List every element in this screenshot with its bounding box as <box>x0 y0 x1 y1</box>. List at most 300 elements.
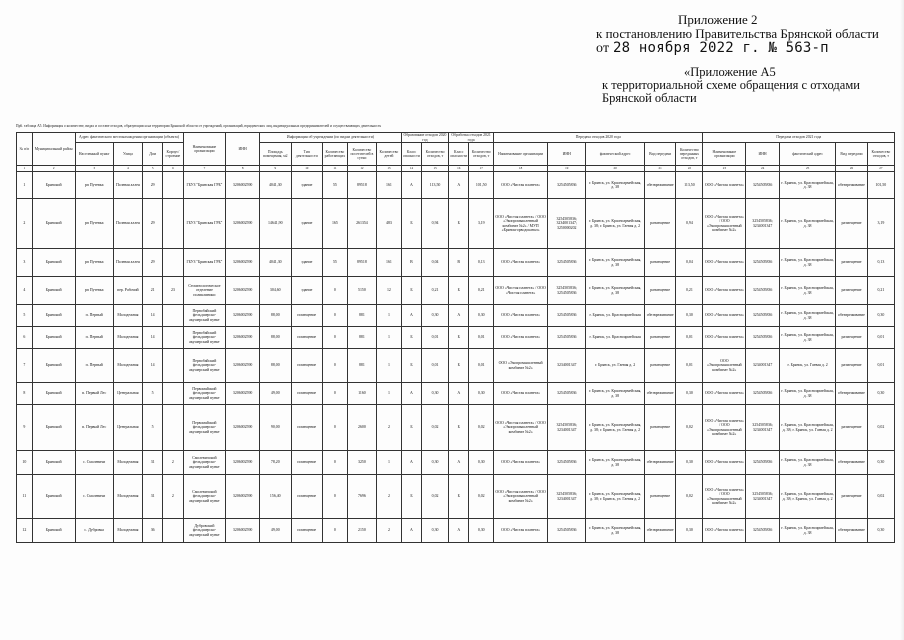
table-cell: 0 <box>323 451 348 475</box>
table-cell: 0,94 <box>676 199 703 249</box>
table-cell: А <box>449 172 469 199</box>
table-cell: 0,13 <box>867 249 894 277</box>
table-cell: г. Брянск, ул. Красноармейская, д. 38; г. Брянск, ул. Гаевая д. 2 <box>779 405 835 451</box>
table-cell: 3,19 <box>469 199 494 249</box>
table-cell: г. Брянск, ул. Красноармейская <box>586 305 645 327</box>
table-cell: ООО «Чистая планета» <box>703 249 746 277</box>
table-cell: 0,01 <box>867 327 894 349</box>
table-cell: Б <box>449 277 469 305</box>
table-cell: 3206002590 <box>226 172 260 199</box>
table-cell: ООО «Чистая планета» <box>494 383 548 405</box>
table-cell: Б <box>401 199 421 249</box>
table-cell: Б <box>401 349 421 383</box>
table-cell <box>163 405 183 451</box>
table-cell: 7 <box>17 349 33 383</box>
column-header: Площадь помещения, м2 <box>260 143 292 166</box>
column-number: 18 <box>494 166 548 172</box>
table-row <box>17 199 895 249</box>
table-cell: 0,01 <box>422 327 449 349</box>
column-number: 27 <box>867 166 894 172</box>
column-number: 22 <box>676 166 703 172</box>
table-cell: А <box>401 451 421 475</box>
column-number: 14 <box>401 166 421 172</box>
table-cell: обезвреживание <box>644 172 676 199</box>
table-row <box>17 172 895 199</box>
table-cell: 23 <box>163 277 183 305</box>
annex-header <box>602 66 902 105</box>
table-cell: 2 <box>377 475 402 519</box>
table-cell: Б <box>401 277 421 305</box>
table-cell: 0,30 <box>469 305 494 327</box>
table-cell: 0 <box>323 349 348 383</box>
table-cell: ООО «Чистая планета» <box>494 305 548 327</box>
table-cell: 261354 <box>347 199 376 249</box>
column-header: Населенный пункт <box>75 143 113 166</box>
table-cell: 0,21 <box>422 277 449 305</box>
table-cell: 0,01 <box>676 327 703 349</box>
table-cell: Б <box>449 199 469 249</box>
table-cell: г. Брянск, ул. Красноармейская, д. 38 <box>586 451 645 475</box>
table-cell: ООО «Экопромышленный комбинат №2» <box>703 349 746 383</box>
table-cell: 483 <box>377 199 402 249</box>
table-cell: 4041,30 <box>260 249 292 277</box>
header-date-prefix: от <box>596 41 610 56</box>
table-cell: ГБУЗ "Брянская ГРБ" <box>183 249 226 277</box>
table-cell: 3254505836; 3234001347 <box>548 405 586 451</box>
table-cell: 78,20 <box>260 451 292 475</box>
table-cell: 3254505836; 3234001347; 3250000202 <box>548 199 586 249</box>
table-cell: Молодежная <box>113 349 142 383</box>
table-row <box>17 519 895 543</box>
table-cell: 3254505836; 3254505836 <box>548 277 586 305</box>
table-cell: 3254505836 <box>548 249 586 277</box>
table-cell: 0 <box>323 305 348 327</box>
table-cell: 9 <box>17 405 33 451</box>
table-cell: Б <box>449 327 469 349</box>
column-header: Вид передачи <box>644 143 676 166</box>
table-cell: помещение <box>291 305 323 327</box>
table-cell: 3254505836 <box>548 327 586 349</box>
table-cell: 0,02 <box>867 475 894 519</box>
table-cell: 0,04 <box>676 249 703 277</box>
table-cell: 0,30 <box>469 451 494 475</box>
table-cell: А <box>401 383 421 405</box>
table-cell: Б <box>449 405 469 451</box>
table-cell: ООО «Чистая планета» <box>703 305 746 327</box>
table-cell: размещение <box>836 249 868 277</box>
table-cell: обезвреживание <box>836 383 868 405</box>
table-cell: ГБУЗ "Брянская ГРБ" <box>183 199 226 249</box>
table-cell: 0,21 <box>676 277 703 305</box>
column-header: фактический адрес <box>586 143 645 166</box>
table-cell: 0,02 <box>422 405 449 451</box>
table-cell: 0,01 <box>867 349 894 383</box>
table-row <box>17 405 895 451</box>
column-number: 19 <box>548 166 586 172</box>
column-number: 13 <box>377 166 402 172</box>
column-number: 2 <box>32 166 75 172</box>
table-cell: 4041,30 <box>260 172 292 199</box>
table-cell: обезвреживание <box>644 383 676 405</box>
table-cell: 3206002590 <box>226 327 260 349</box>
table-cell: 88,00 <box>260 349 292 383</box>
table-cell: Полевая аллея <box>113 172 142 199</box>
table-cell: Брянский <box>32 349 75 383</box>
table-cell: помещение <box>291 475 323 519</box>
table-cell: 3254505836 <box>746 383 780 405</box>
column-header: Количество отходов, т <box>469 143 494 166</box>
table-cell: Первомайский фельдшерско-акушерский пункт <box>183 405 226 451</box>
table-cell: г. Брянск, ул. Красноармейская, д. 38; г. Брянск, ул. Гаевая д. 2 <box>586 405 645 451</box>
table-cell: ООО «Чистая планета» / ООО «Экопромышленный комбинат №2» <box>703 475 746 519</box>
table-cell: размещение <box>836 349 868 383</box>
table-cell: 1 <box>377 349 402 383</box>
table-cell: Молодежная <box>113 519 142 543</box>
table-cell: 5150 <box>347 277 376 305</box>
table-cell: Брянский <box>32 172 75 199</box>
table-cell: 2600 <box>347 405 376 451</box>
table-cell: 3254505836 <box>746 172 780 199</box>
header-group-1: Муниципальный район <box>32 133 75 166</box>
table-cell: г. Брянск, ул. Красноармейская, д. 38 <box>586 383 645 405</box>
table-cell: Молодежная <box>113 475 142 519</box>
table-cell <box>163 305 183 327</box>
table-cell: Б <box>449 475 469 519</box>
annex-line-3: Брянской области <box>602 91 697 105</box>
table-cell: 0,30 <box>469 383 494 405</box>
table-cell: 101,50 <box>469 172 494 199</box>
header-group-4: ИНН <box>226 133 260 166</box>
column-header: ИНН <box>746 143 780 166</box>
table-cell: Брянский <box>32 451 75 475</box>
table-cell: ООО «Экопромышленный комбинат №2» <box>494 349 548 383</box>
table-cell: 3206002590 <box>226 199 260 249</box>
table-row <box>17 475 895 519</box>
table-cell <box>163 327 183 349</box>
table-row <box>17 451 895 475</box>
table-cell: размещение <box>836 475 868 519</box>
table-cell: 90,00 <box>260 405 292 451</box>
column-number: 8 <box>226 166 260 172</box>
table-cell: ООО «Чистая планета» <box>703 277 746 305</box>
table-cell: 11 <box>17 475 33 519</box>
table-cell: 1 <box>377 383 402 405</box>
table-cell: г. Брянск, ул. Красноармейская, д. 38; г. Брянск, ул. Гаевая д. 2 <box>586 199 645 249</box>
table-cell: 165 <box>323 199 348 249</box>
column-header: Корпус/строение <box>163 143 183 166</box>
table-cell: 36 <box>143 519 163 543</box>
table-cell: г. Брянск, ул. Красноармейская, д. 38 <box>779 519 835 543</box>
table-row <box>17 277 895 305</box>
table-cell: А <box>449 305 469 327</box>
table-cell: Брянский <box>32 475 75 519</box>
table-cell: ООО «Чистая планета» <box>703 172 746 199</box>
table-cell: г. Брянск, ул. Красноармейская, д. 38 <box>779 451 835 475</box>
table-cell: ООО «Чистая планета» / ООО «Чистая планета» <box>494 277 548 305</box>
table-cell: 10 <box>17 451 33 475</box>
column-number: 23 <box>703 166 746 172</box>
table-cell: 7696 <box>347 475 376 519</box>
table-cell: Молодежная <box>113 451 142 475</box>
table-cell: 3 <box>17 249 33 277</box>
table-cell: 0,02 <box>867 405 894 451</box>
table-cell: 3254505836 <box>548 519 586 543</box>
table-cell: обезвреживание <box>644 305 676 327</box>
table-cell: 14 <box>143 327 163 349</box>
table-cell: 2 <box>17 199 33 249</box>
table-cell <box>163 349 183 383</box>
table-cell: В <box>401 249 421 277</box>
table-cell: 3254505836 <box>548 305 586 327</box>
column-number: 12 <box>347 166 376 172</box>
table-cell: 3234001347 <box>548 349 586 383</box>
table-cell: 3206002590 <box>226 305 260 327</box>
table-cell: г. Брянск, ул. Красноармейская, д. 38 <box>586 172 645 199</box>
table-cell: 31 <box>143 451 163 475</box>
table-cell: г. Брянск, ул. Красноармейская, д. 38 <box>779 249 835 277</box>
table-cell: помещение <box>291 405 323 451</box>
table-cell: 0,21 <box>867 277 894 305</box>
table-cell: п. Первый <box>75 327 113 349</box>
table-cell: ООО «Чистая планета» <box>494 519 548 543</box>
table-cell: 161 <box>377 249 402 277</box>
header-group-0: № п/п <box>17 133 33 166</box>
column-header: Класс опасности <box>401 143 421 166</box>
table-cell: помещение <box>291 327 323 349</box>
header-date-value: 28 ноября 2022 г. № 563-п <box>613 40 829 56</box>
column-number: 10 <box>291 166 323 172</box>
column-number: 4 <box>113 166 142 172</box>
header-group-3: Наименование организации <box>183 133 226 166</box>
column-header: Класс опасности <box>449 143 469 166</box>
table-cell: 0,30 <box>867 383 894 405</box>
table-cell: 3254505836 <box>548 383 586 405</box>
table-cell: 55 <box>323 172 348 199</box>
table-caption: Пр6. таблица А5. Информация о количестве, видах и составе отходов, образующихся на территории Брянской области от учреждений, организаций, юридических лиц, индивидуальных предпринимателей и осуществляющих деятельность <box>16 124 382 128</box>
table-cell: размещение <box>644 277 676 305</box>
table-row <box>17 305 895 327</box>
column-header: Вид передачи <box>836 143 868 166</box>
column-number: 25 <box>779 166 835 172</box>
table-cell: 0,94 <box>422 199 449 249</box>
table-cell: здание <box>291 249 323 277</box>
table-cell: помещение <box>291 519 323 543</box>
column-header: Количество детей <box>377 143 402 166</box>
table-cell: здание <box>291 199 323 249</box>
table-cell: 5 <box>143 405 163 451</box>
table-cell: 2 <box>377 519 402 543</box>
table-cell: 14 <box>143 305 163 327</box>
column-number: 5 <box>143 166 163 172</box>
header-line-3 <box>596 41 896 56</box>
table-cell: 55 <box>323 249 348 277</box>
table-cell: 881 <box>347 349 376 383</box>
table-cell <box>163 383 183 405</box>
table-cell: размещение <box>644 327 676 349</box>
column-number: 7 <box>183 166 226 172</box>
table-cell: п. Первый Лес <box>75 405 113 451</box>
table-cell: Центральная <box>113 383 142 405</box>
table-cell: 2 <box>163 475 183 519</box>
table-cell: Смолевичский фельдшерско-акушерский пункт <box>183 451 226 475</box>
table-cell: 3254505836; 3234001347 <box>746 405 780 451</box>
table-cell: 14641,90 <box>260 199 292 249</box>
table-cell: Брянский <box>32 249 75 277</box>
table-cell: 0 <box>323 277 348 305</box>
table-cell: размещение <box>836 405 868 451</box>
table-cell: г. Брянск, ул. Гаевая д. 2 <box>779 349 835 383</box>
header-line-2: к постановлению Правительства Брянской области <box>596 26 879 41</box>
table-cell: 89518 <box>347 172 376 199</box>
column-number: 15 <box>422 166 449 172</box>
table-cell: Брянский <box>32 405 75 451</box>
table-cell: 156,40 <box>260 475 292 519</box>
table-cell: 0,02 <box>469 405 494 451</box>
column-number: 20 <box>586 166 645 172</box>
table-cell: 1 <box>377 305 402 327</box>
table-cell: г. Брянск, ул. Красноармейская, д. 38; г. Брянск, ул. Гаевая д. 2 <box>586 475 645 519</box>
table-cell: 0,01 <box>469 349 494 383</box>
table-cell: ООО «Чистая планета» / ООО «Экопромышленный комбинат №2» <box>494 405 548 451</box>
table-cell: 0,30 <box>676 383 703 405</box>
table-cell: 0,30 <box>676 305 703 327</box>
table-cell: Первобайский фельдшерско-акушерский пункт <box>183 327 226 349</box>
table-cell: 29 <box>143 199 163 249</box>
table-cell: 0,02 <box>676 475 703 519</box>
table-cell: 3254505836 <box>548 451 586 475</box>
table-cell: 0 <box>323 475 348 519</box>
table-cell: г. Брянск, ул. Красноармейская, д. 38 <box>779 327 835 349</box>
table-cell: 3206002590 <box>226 277 260 305</box>
column-number: 17 <box>469 166 494 172</box>
table-cell: обезвреживание <box>836 451 868 475</box>
column-header: Дом <box>143 143 163 166</box>
table-cell: А <box>401 519 421 543</box>
table-cell <box>163 172 183 199</box>
table-cell: 0 <box>323 383 348 405</box>
table-cell: ООО «Чистая планета» <box>494 249 548 277</box>
table-cell: ООО «Чистая планета» <box>703 519 746 543</box>
table-cell: обезвреживание <box>644 519 676 543</box>
header-group-8: Передача отходов 2020 года <box>494 133 703 143</box>
table-cell: 89518 <box>347 249 376 277</box>
table-cell: 0,04 <box>422 249 449 277</box>
table-cell: 3206002590 <box>226 475 260 519</box>
table-cell: 2150 <box>347 519 376 543</box>
table-cell: 1 <box>377 327 402 349</box>
header-row-sub <box>17 143 895 166</box>
table-cell: 0,30 <box>422 451 449 475</box>
table-cell: с. Смолевичи <box>75 475 113 519</box>
table-cell: А <box>401 305 421 327</box>
table-cell: 0,30 <box>422 519 449 543</box>
table-cell: 5 <box>17 305 33 327</box>
table-row <box>17 249 895 277</box>
table-cell: 5 <box>143 383 163 405</box>
table-cell: Стоматологическое отделение поликлиники <box>183 277 226 305</box>
column-number: 16 <box>449 166 469 172</box>
table-cell: п. Первый <box>75 305 113 327</box>
column-number: 21 <box>644 166 676 172</box>
table-cell <box>163 249 183 277</box>
column-header: Количество отходов, т <box>422 143 449 166</box>
table-cell: 3254505836 <box>746 451 780 475</box>
table-cell: 31 <box>143 475 163 519</box>
table-cell: 3254505836 <box>746 249 780 277</box>
table-cell: г. Брянск, ул. Красноармейская <box>586 327 645 349</box>
table-cell: 3,19 <box>867 199 894 249</box>
table-cell: Полевая аллея <box>113 199 142 249</box>
table-cell: г. Брянск, ул. Красноармейская, д. 38; г. Брянск, ул. Гаевая д. 2 <box>779 475 835 519</box>
column-number: 1 <box>17 166 33 172</box>
table-cell: 0,02 <box>422 475 449 519</box>
table-cell: 0,02 <box>469 475 494 519</box>
table-cell: Дубровский фельдшерско-акушерский пункт <box>183 519 226 543</box>
table-cell: 161 <box>377 172 402 199</box>
column-number: 6 <box>163 166 183 172</box>
table-cell: ООО «Чистая планета» / ООО «Экопромышленный комбинат №2» <box>703 199 746 249</box>
table-cell: 3254505836 <box>746 327 780 349</box>
table-cell: Первобайский фельдшерско-акушерский пункт <box>183 349 226 383</box>
table-cell: ООО «Чистая планета» <box>703 383 746 405</box>
table-cell: 3206002590 <box>226 383 260 405</box>
table-cell: 21 <box>143 277 163 305</box>
annex-line-2: к территориальной схеме обращения с отходами <box>602 78 860 92</box>
table-cell: 0,30 <box>676 451 703 475</box>
table-cell: ООО «Чистая планета» / ООО «Экопромышленный комбинат №2» <box>703 405 746 451</box>
table-cell: 3254505836 <box>746 305 780 327</box>
table-cell: 0,01 <box>422 349 449 383</box>
column-header: Наименование организации <box>494 143 548 166</box>
column-number: 26 <box>836 166 868 172</box>
column-number: 24 <box>746 166 780 172</box>
table-cell: 0,01 <box>676 349 703 383</box>
table-cell: ООО «Чистая планета» <box>703 327 746 349</box>
table-cell: ООО «Чистая планета» / ООО «Экопромышленный комбинат №2» <box>494 475 548 519</box>
table-cell: А <box>401 172 421 199</box>
table-cell: 0,02 <box>676 405 703 451</box>
column-number: 3 <box>75 166 113 172</box>
table-cell: 1160 <box>347 383 376 405</box>
table-cell: ООО «Чистая планета» <box>494 451 548 475</box>
table-cell: 3206002590 <box>226 519 260 543</box>
table-cell: 0,30 <box>867 519 894 543</box>
table-cell: размещение <box>836 327 868 349</box>
table-cell: А <box>449 519 469 543</box>
table-cell: с. Дубровка <box>75 519 113 543</box>
table-cell: здание <box>291 172 323 199</box>
table-cell: 3250 <box>347 451 376 475</box>
table-cell: 2 <box>377 405 402 451</box>
table-cell: 3206002590 <box>226 349 260 383</box>
table-cell: 304,60 <box>260 277 292 305</box>
table-cell: 88,00 <box>260 327 292 349</box>
table-cell: 8 <box>17 383 33 405</box>
table-cell <box>163 519 183 543</box>
table-cell: обезвреживание <box>836 305 868 327</box>
table-cell: 0,13 <box>469 249 494 277</box>
table-cell: Брянский <box>32 327 75 349</box>
table-cell: 49,00 <box>260 519 292 543</box>
table-cell: размещение <box>644 405 676 451</box>
table-cell: 0,30 <box>422 305 449 327</box>
table-cell: 1 <box>17 172 33 199</box>
table-cell: ООО «Чистая планета» <box>494 172 548 199</box>
table-cell: рп Путевка <box>75 277 113 305</box>
table-cell: ООО «Чистая планета» <box>703 451 746 475</box>
table-cell: размещение <box>836 199 868 249</box>
scan-edge-shadow <box>900 0 904 640</box>
